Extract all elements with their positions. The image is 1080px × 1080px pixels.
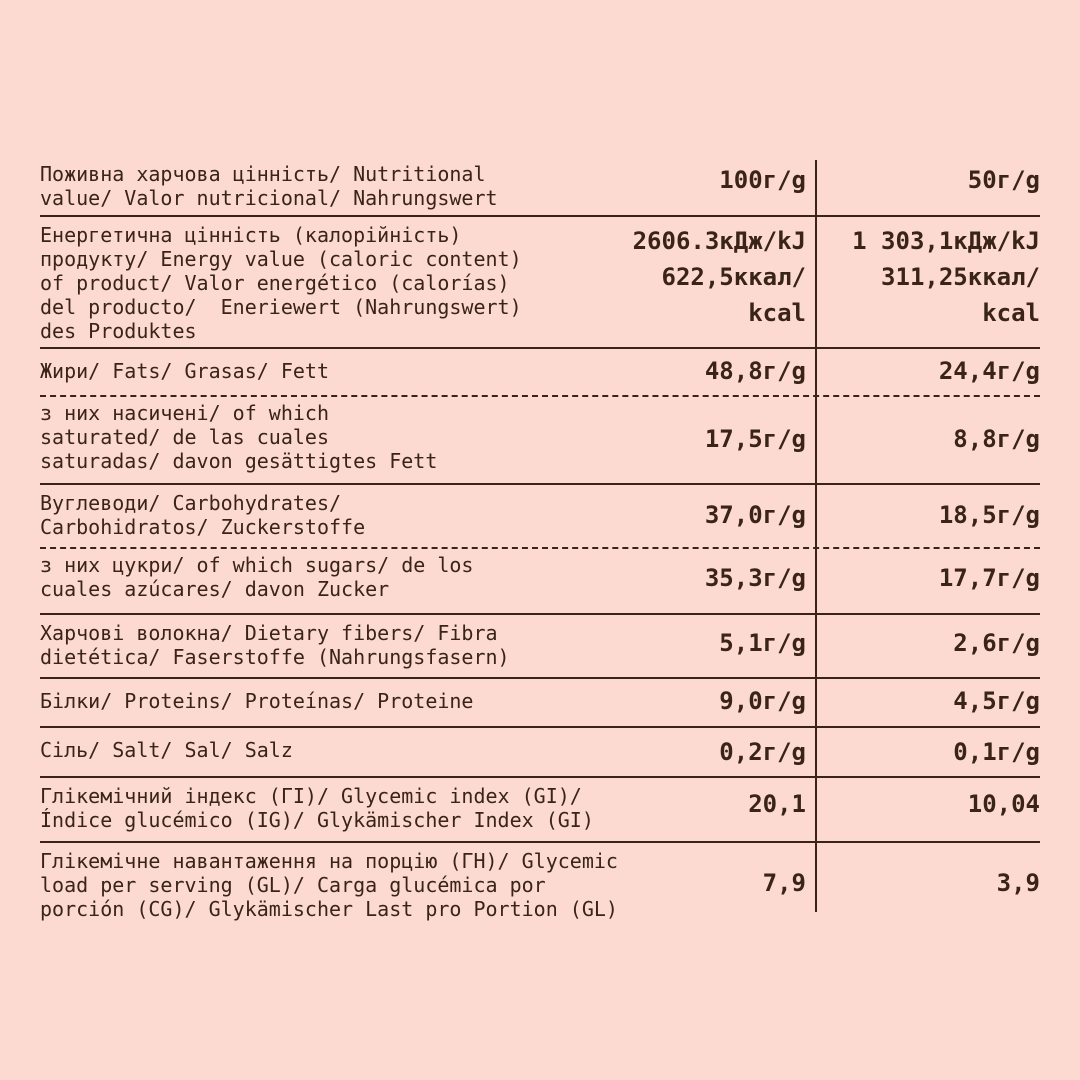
value-per-100g: 48,8г/g [704, 357, 806, 385]
value-per-100g: 17,5г/g [704, 425, 806, 453]
value-per-50g: 3,9 [996, 869, 1040, 897]
nutrient-label: Глікемічне навантаження на порцію (ГН)/ Glycemic load per serving (GL)/ Carga glucémica por porción (CG)/ Glykämischer Last pro Portion (GL) [40, 849, 618, 921]
nutrient-row [40, 841, 1040, 931]
value-per-50g: 10,04 [967, 790, 1040, 818]
nutrient-label: з них насичені/ of which saturated/ de las cuales saturadas/ davon gesättigtes Fett [40, 401, 438, 473]
nutrient-label: Сіль/ Salt/ Sal/ Salz [40, 738, 293, 762]
value-per-50g: 2,6г/g [953, 629, 1040, 657]
value-per-50g: 4,5г/g [953, 687, 1040, 715]
value-per-50g: 0,1г/g [953, 738, 1040, 766]
value-per-50g: 50г/g [967, 166, 1040, 194]
nutrient-row [40, 160, 1040, 215]
nutrient-row [40, 395, 1040, 483]
nutrient-label: Білки/ Proteins/ Proteínas/ Proteine [40, 689, 474, 713]
nutrient-label: Поживна харчова цінність/ Nutritional value/ Valor nutricional/ Nahrungswert [40, 162, 498, 210]
value-per-100g: 9,0г/g [719, 687, 806, 715]
nutrient-label: Енергетична цінність (калорійність) продукту/ Energy value (caloric content) of product/ Valor energético (calorías) del producto/ Eneriewert (Nahrungswert) des Produktes [40, 223, 522, 343]
value-per-50g: 24,4г/g [938, 357, 1040, 385]
value-per-50g: 1 303,1кДж/kJ 311,25ккал/ kcal [852, 227, 1040, 327]
nutrient-label: з них цукри/ of which sugars/ de los cuales azúcares/ davon Zucker [40, 553, 474, 601]
nutrient-row [40, 483, 1040, 547]
nutrient-label: Жири/ Fats/ Grasas/ Fett [40, 359, 329, 383]
nutrient-row [40, 677, 1040, 726]
value-per-100g: 5,1г/g [719, 629, 806, 657]
nutrient-row [40, 347, 1040, 395]
value-per-100g: 35,3г/g [704, 564, 806, 592]
nutrient-row [40, 547, 1040, 613]
value-per-100g: 100г/g [719, 166, 806, 194]
value-per-50g: 18,5г/g [938, 501, 1040, 529]
nutrient-label: Харчові волокна/ Dietary fibers/ Fibra dietética/ Faserstoffe (Nahrungsfasern) [40, 621, 510, 669]
value-per-100g: 2606.3кДж/kJ 622,5ккал/ kcal [632, 227, 806, 327]
value-per-100g: 20,1 [748, 790, 806, 818]
value-per-50g: 8,8г/g [953, 425, 1040, 453]
nutrient-row [40, 215, 1040, 347]
nutrient-row [40, 613, 1040, 677]
nutrient-row [40, 776, 1040, 841]
value-per-50g: 17,7г/g [938, 564, 1040, 592]
value-per-100g: 37,0г/g [704, 501, 806, 529]
value-per-100g: 0,2г/g [719, 738, 806, 766]
nutrient-label: Глікемічний індекс (ГІ)/ Glycemic index (GI)/ Índice glucémico (IG)/ Glykämischer Index (GI) [40, 784, 594, 832]
nutrient-label: Вуглеводи/ Carbohydrates/ Carbohidratos/ Zuckerstoffe [40, 491, 366, 539]
value-per-100g: 7,9 [762, 869, 806, 897]
nutrient-row [40, 726, 1040, 776]
